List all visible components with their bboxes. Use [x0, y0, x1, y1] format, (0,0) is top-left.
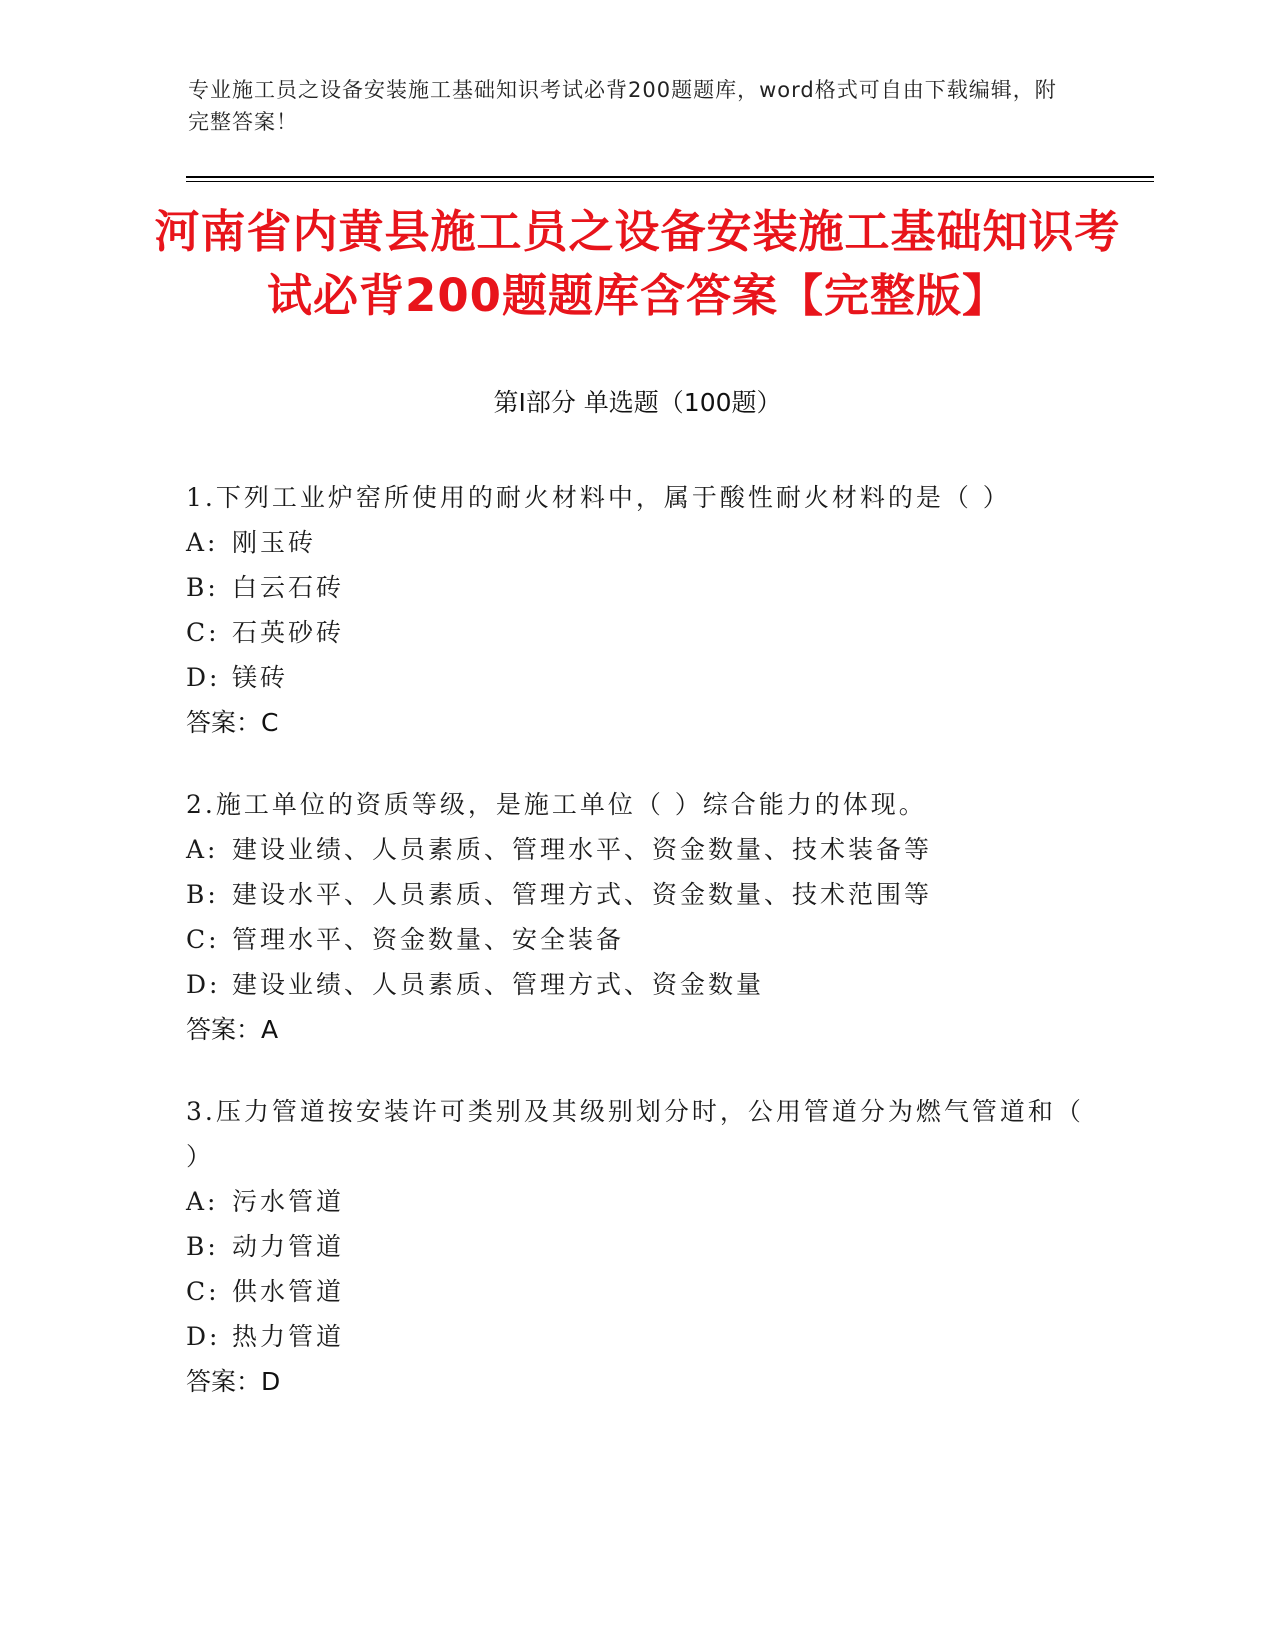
option-b: [186, 565, 1086, 610]
option-c: [186, 610, 1086, 655]
option-letter: C:: [186, 618, 220, 647]
option-letter: B:: [186, 880, 219, 909]
question-stem: 3.压力管道按安装许可类别及其级别划分时，公用管道分为燃气管道和（ ）: [186, 1097, 1084, 1171]
answer-value: D: [261, 1367, 281, 1396]
option-letter: D:: [186, 663, 221, 692]
option-c: [186, 917, 1086, 962]
option-text: 建设业绩、人员素质、管理水平、资金数量、技术装备等: [232, 835, 933, 864]
question-stem: 2.施工单位的资质等级，是施工单位（ ）综合能力的体现。: [186, 790, 927, 819]
answer-value: A: [261, 1015, 279, 1044]
option-text: 石英砂砖: [232, 618, 345, 647]
option-letter: A:: [186, 528, 219, 557]
option-text: 管理水平、资金数量、安全装备: [232, 925, 625, 954]
answer-label: 答案：: [186, 1015, 262, 1044]
option-letter: A:: [186, 1187, 219, 1216]
option-letter: D:: [186, 970, 221, 999]
option-letter: B:: [186, 573, 219, 602]
answer-line: [186, 700, 1086, 745]
question-item: [186, 782, 1086, 1052]
option-c: [186, 1269, 1086, 1314]
option-a: [186, 827, 1086, 872]
option-text: 热力管道: [232, 1322, 345, 1351]
header-divider-thick: [186, 176, 1154, 178]
option-a: [186, 520, 1086, 565]
option-letter: B:: [186, 1232, 219, 1261]
option-text: 动力管道: [232, 1232, 345, 1261]
option-text: 镁砖: [232, 663, 289, 692]
option-text: 污水管道: [232, 1187, 345, 1216]
header-divider-thin: [186, 181, 1154, 182]
option-text: 白云石砖: [232, 573, 345, 602]
option-letter: D:: [186, 1322, 221, 1351]
option-d: [186, 655, 1086, 700]
question-stem: 1.下列工业炉窑所使用的耐火材料中，属于酸性耐火材料的是（ ）: [186, 483, 1011, 512]
header-note: 专业施工员之设备安装施工基础知识考试必背200题题库，word格式可自由下载编辑，附完整答案！: [188, 78, 1057, 134]
answer-line: [186, 1007, 1086, 1052]
option-text: 建设业绩、人员素质、管理方式、资金数量: [232, 970, 765, 999]
answer-value: C: [261, 708, 279, 737]
question-item: [186, 475, 1086, 745]
question-list: [186, 475, 1086, 1441]
option-text: 刚玉砖: [232, 528, 317, 557]
question-item: [186, 1089, 1086, 1404]
option-d: [186, 962, 1086, 1007]
option-b: [186, 1224, 1086, 1269]
option-d: [186, 1314, 1086, 1359]
option-text: 供水管道: [232, 1277, 345, 1306]
answer-line: [186, 1359, 1086, 1404]
answer-label: 答案：: [186, 708, 262, 737]
section-heading: 第I部分 单选题（100题）: [493, 388, 782, 417]
option-a: [186, 1179, 1086, 1224]
document-title: 河南省内黄县施工员之设备安装施工基础知识考试必背200题题库含答案【完整版】: [154, 205, 1121, 322]
option-letter: C:: [186, 925, 220, 954]
option-b: [186, 872, 1086, 917]
option-letter: C:: [186, 1277, 220, 1306]
answer-label: 答案：: [186, 1367, 262, 1396]
option-text: 建设水平、人员素质、管理方式、资金数量、技术范围等: [232, 880, 933, 909]
option-letter: A:: [186, 835, 219, 864]
